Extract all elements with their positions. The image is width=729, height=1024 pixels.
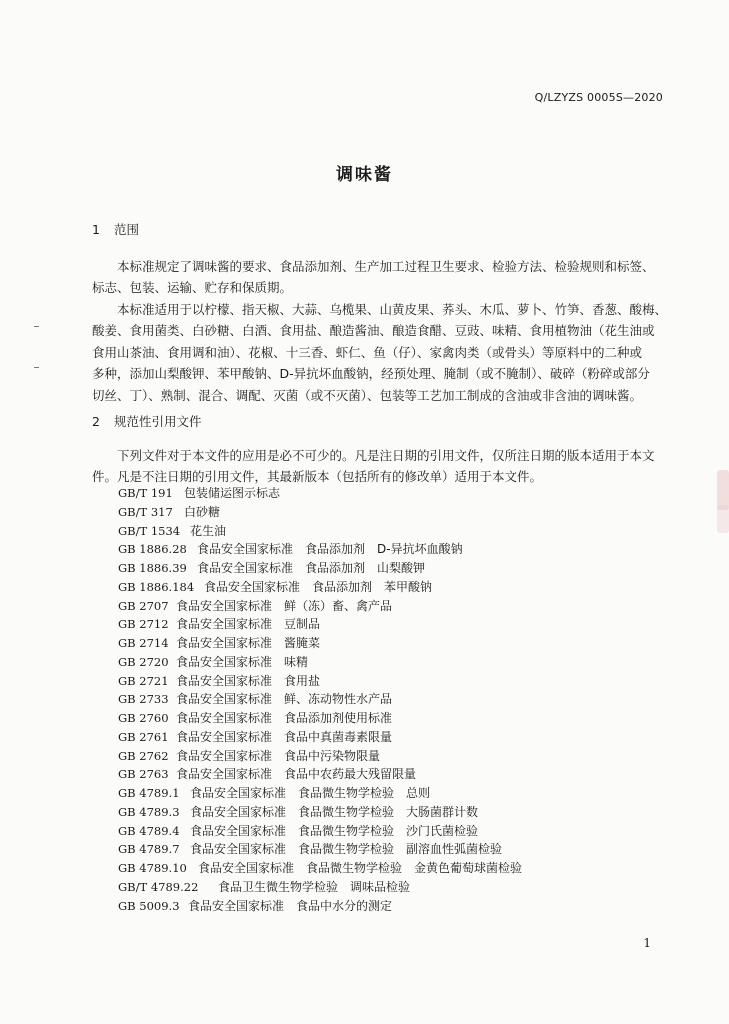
- reference-code: GB 1886.39: [118, 561, 187, 575]
- section-number: 2: [92, 414, 100, 429]
- reference-item: [118, 859, 522, 878]
- reference-name: 食品安全国家标准 食品中真菌毒素限量: [176, 729, 393, 744]
- reference-name: 食品安全国家标准 食品添加剂 苯甲酸钠: [204, 579, 433, 594]
- reference-item: [118, 503, 522, 522]
- reference-code: GB 4789.7: [118, 842, 180, 857]
- reference-code: GB 2763: [118, 767, 169, 782]
- reference-code: GB 2761: [118, 729, 169, 744]
- reference-list: [118, 484, 522, 915]
- paragraph-scope-1: [92, 256, 666, 299]
- reference-name: 食品安全国家标准 食品微生物学检验 副溶血性弧菌检验: [190, 842, 503, 857]
- reference-name: 食品安全国家标准 食品微生物学检验 金黄色葡萄球菌检验: [198, 861, 523, 875]
- reference-item: [118, 540, 522, 559]
- reference-item: [118, 765, 522, 784]
- document-title: 调味酱: [336, 165, 393, 185]
- reference-item: [118, 840, 522, 859]
- paragraph-line: 件。凡是不注日期的引用文件，其最新版本（包括所有的修改单）适用于本文件。: [92, 469, 543, 485]
- paragraph-line: 食用山茶油、食用调和油）、花椒、十三香、虾仁、鱼（仔）、家禽肉类（或骨头）等原料中的二种或: [92, 344, 643, 360]
- margin-mark: [34, 367, 39, 368]
- reference-code: GB 2714: [118, 636, 169, 650]
- reference-code: GB 5009.3: [118, 898, 180, 913]
- reference-name: 食品安全国家标准 食品添加剂 山梨酸钾: [197, 561, 426, 575]
- margin-mark: [34, 326, 39, 327]
- reference-code: GB 1886.184: [118, 579, 195, 594]
- reference-name: 食品安全国家标准 食品中水分的测定: [188, 898, 393, 913]
- reference-code: GB 4789.4: [118, 823, 180, 838]
- reference-code: GB 2733: [118, 692, 169, 707]
- reference-name: 食品安全国家标准 鲜、冻动物性水产品: [176, 692, 393, 707]
- reference-name: 食品安全国家标准 食品添加剂使用标准: [176, 711, 393, 725]
- edge-stain: [717, 470, 729, 510]
- reference-name: 食品安全国家标准 食品微生物学检验 总则: [190, 786, 431, 800]
- paragraph-line: 本标准规定了调味酱的要求、食品添加剂、生产加工过程卫生要求、检验方法、检验规则和标签、: [92, 259, 655, 274]
- document-code: Q/LZYZS 0005S—2020: [534, 91, 663, 104]
- section-number: 1: [92, 222, 100, 237]
- reference-item: [118, 690, 522, 709]
- reference-item: [118, 784, 522, 803]
- reference-name: 白砂糖: [184, 504, 221, 519]
- reference-code: GB 2707: [118, 598, 169, 613]
- reference-item: [118, 653, 522, 672]
- reference-code: GB 2720: [118, 654, 169, 669]
- paragraph-line: 下列文件对于本文件的应用是必不可少的。凡是注日期的引用文件，仅所注日期的版本适用于本文: [92, 448, 655, 463]
- reference-code: GB 4789.10: [118, 861, 187, 875]
- reference-item: [118, 728, 522, 747]
- reference-name: 食品安全国家标准 酱腌菜: [176, 636, 321, 650]
- paragraph-line: 标志、包装、运输、贮存和保质期。: [92, 280, 293, 296]
- reference-name: 包装储运图示标志: [184, 486, 281, 500]
- reference-code: GB 1886.28: [118, 542, 187, 557]
- paragraph-scope-2: [92, 299, 666, 406]
- reference-code: GB/T 317: [118, 504, 173, 519]
- reference-item: [118, 484, 522, 503]
- section-title: 范围: [114, 222, 140, 237]
- reference-item: [118, 803, 522, 822]
- reference-item: [118, 634, 522, 653]
- reference-item: [118, 597, 522, 616]
- edge-stain: [717, 505, 729, 533]
- reference-name: 食品安全国家标准 食品中污染物限量: [176, 748, 381, 763]
- reference-name: 食品卫生微生物学检验 调味品检验: [218, 879, 411, 894]
- paragraph-references: [92, 445, 666, 488]
- reference-name: 食品安全国家标准 食品中农药最大残留限量: [176, 767, 417, 782]
- paragraph-line: 本标准适用于以柠檬、指天椒、大蒜、乌榄果、山黄皮果、荞头、木瓜、萝卜、竹笋、香葱、酸梅、: [92, 302, 668, 317]
- reference-name: 食品安全国家标准 食品微生物学检验 沙门氏菌检验: [190, 823, 479, 838]
- reference-code: GB 4789.1: [118, 786, 180, 800]
- reference-item: [118, 822, 522, 841]
- reference-name: 食品安全国家标准 食品微生物学检验 大肠菌群计数: [190, 804, 479, 819]
- section-heading-scope: [92, 220, 139, 238]
- reference-item: [118, 578, 522, 597]
- reference-code: GB 2760: [118, 711, 169, 725]
- reference-code: GB 2712: [118, 617, 169, 632]
- reference-name: 食品安全国家标准 食用盐: [176, 673, 321, 688]
- reference-item: [118, 615, 522, 634]
- reference-code: GB/T 191: [118, 486, 173, 500]
- section-title: 规范性引用文件: [114, 414, 202, 429]
- reference-name: 食品安全国家标准 味精: [176, 654, 309, 669]
- page-number: 1: [643, 936, 651, 950]
- reference-code: GB 4789.3: [118, 804, 180, 819]
- reference-item: [118, 522, 522, 541]
- reference-item: [118, 559, 522, 578]
- reference-code: GB/T 4789.22: [118, 879, 199, 894]
- reference-code: GB 2721: [118, 673, 169, 688]
- reference-name: 花生油: [190, 523, 227, 538]
- reference-code: GB/T 1534: [118, 523, 181, 538]
- reference-name: 食品安全国家标准 豆制品: [176, 617, 321, 632]
- reference-item: [118, 672, 522, 691]
- paragraph-line: 多种，添加山梨酸钾、苯甲酸钠、D-异抗坏血酸钠，经预处理、腌制（或不腌制）、破碎（粉碎或部分: [92, 366, 650, 382]
- section-heading-references: [92, 412, 202, 430]
- reference-code: GB 2762: [118, 748, 169, 763]
- reference-name: 食品安全国家标准 鲜（冻）畜、禽产品: [176, 598, 393, 613]
- paragraph-line: 酸姜、食用菌类、白砂糖、白酒、食用盐、酿造酱油、酿造食醋、豆豉、味精、食用植物油（花生油或: [92, 323, 655, 339]
- reference-item: [118, 897, 522, 916]
- paragraph-line: 切丝、丁）、熟制、混合、调配、灭菌（或不灭菌）、包装等工艺加工制成的含油或非含油的调味酱。: [92, 387, 643, 403]
- reference-item: [118, 747, 522, 766]
- reference-name: 食品安全国家标准 食品添加剂 D-异抗坏血酸钠: [197, 542, 463, 557]
- reference-item: [118, 878, 522, 897]
- reference-item: [118, 709, 522, 728]
